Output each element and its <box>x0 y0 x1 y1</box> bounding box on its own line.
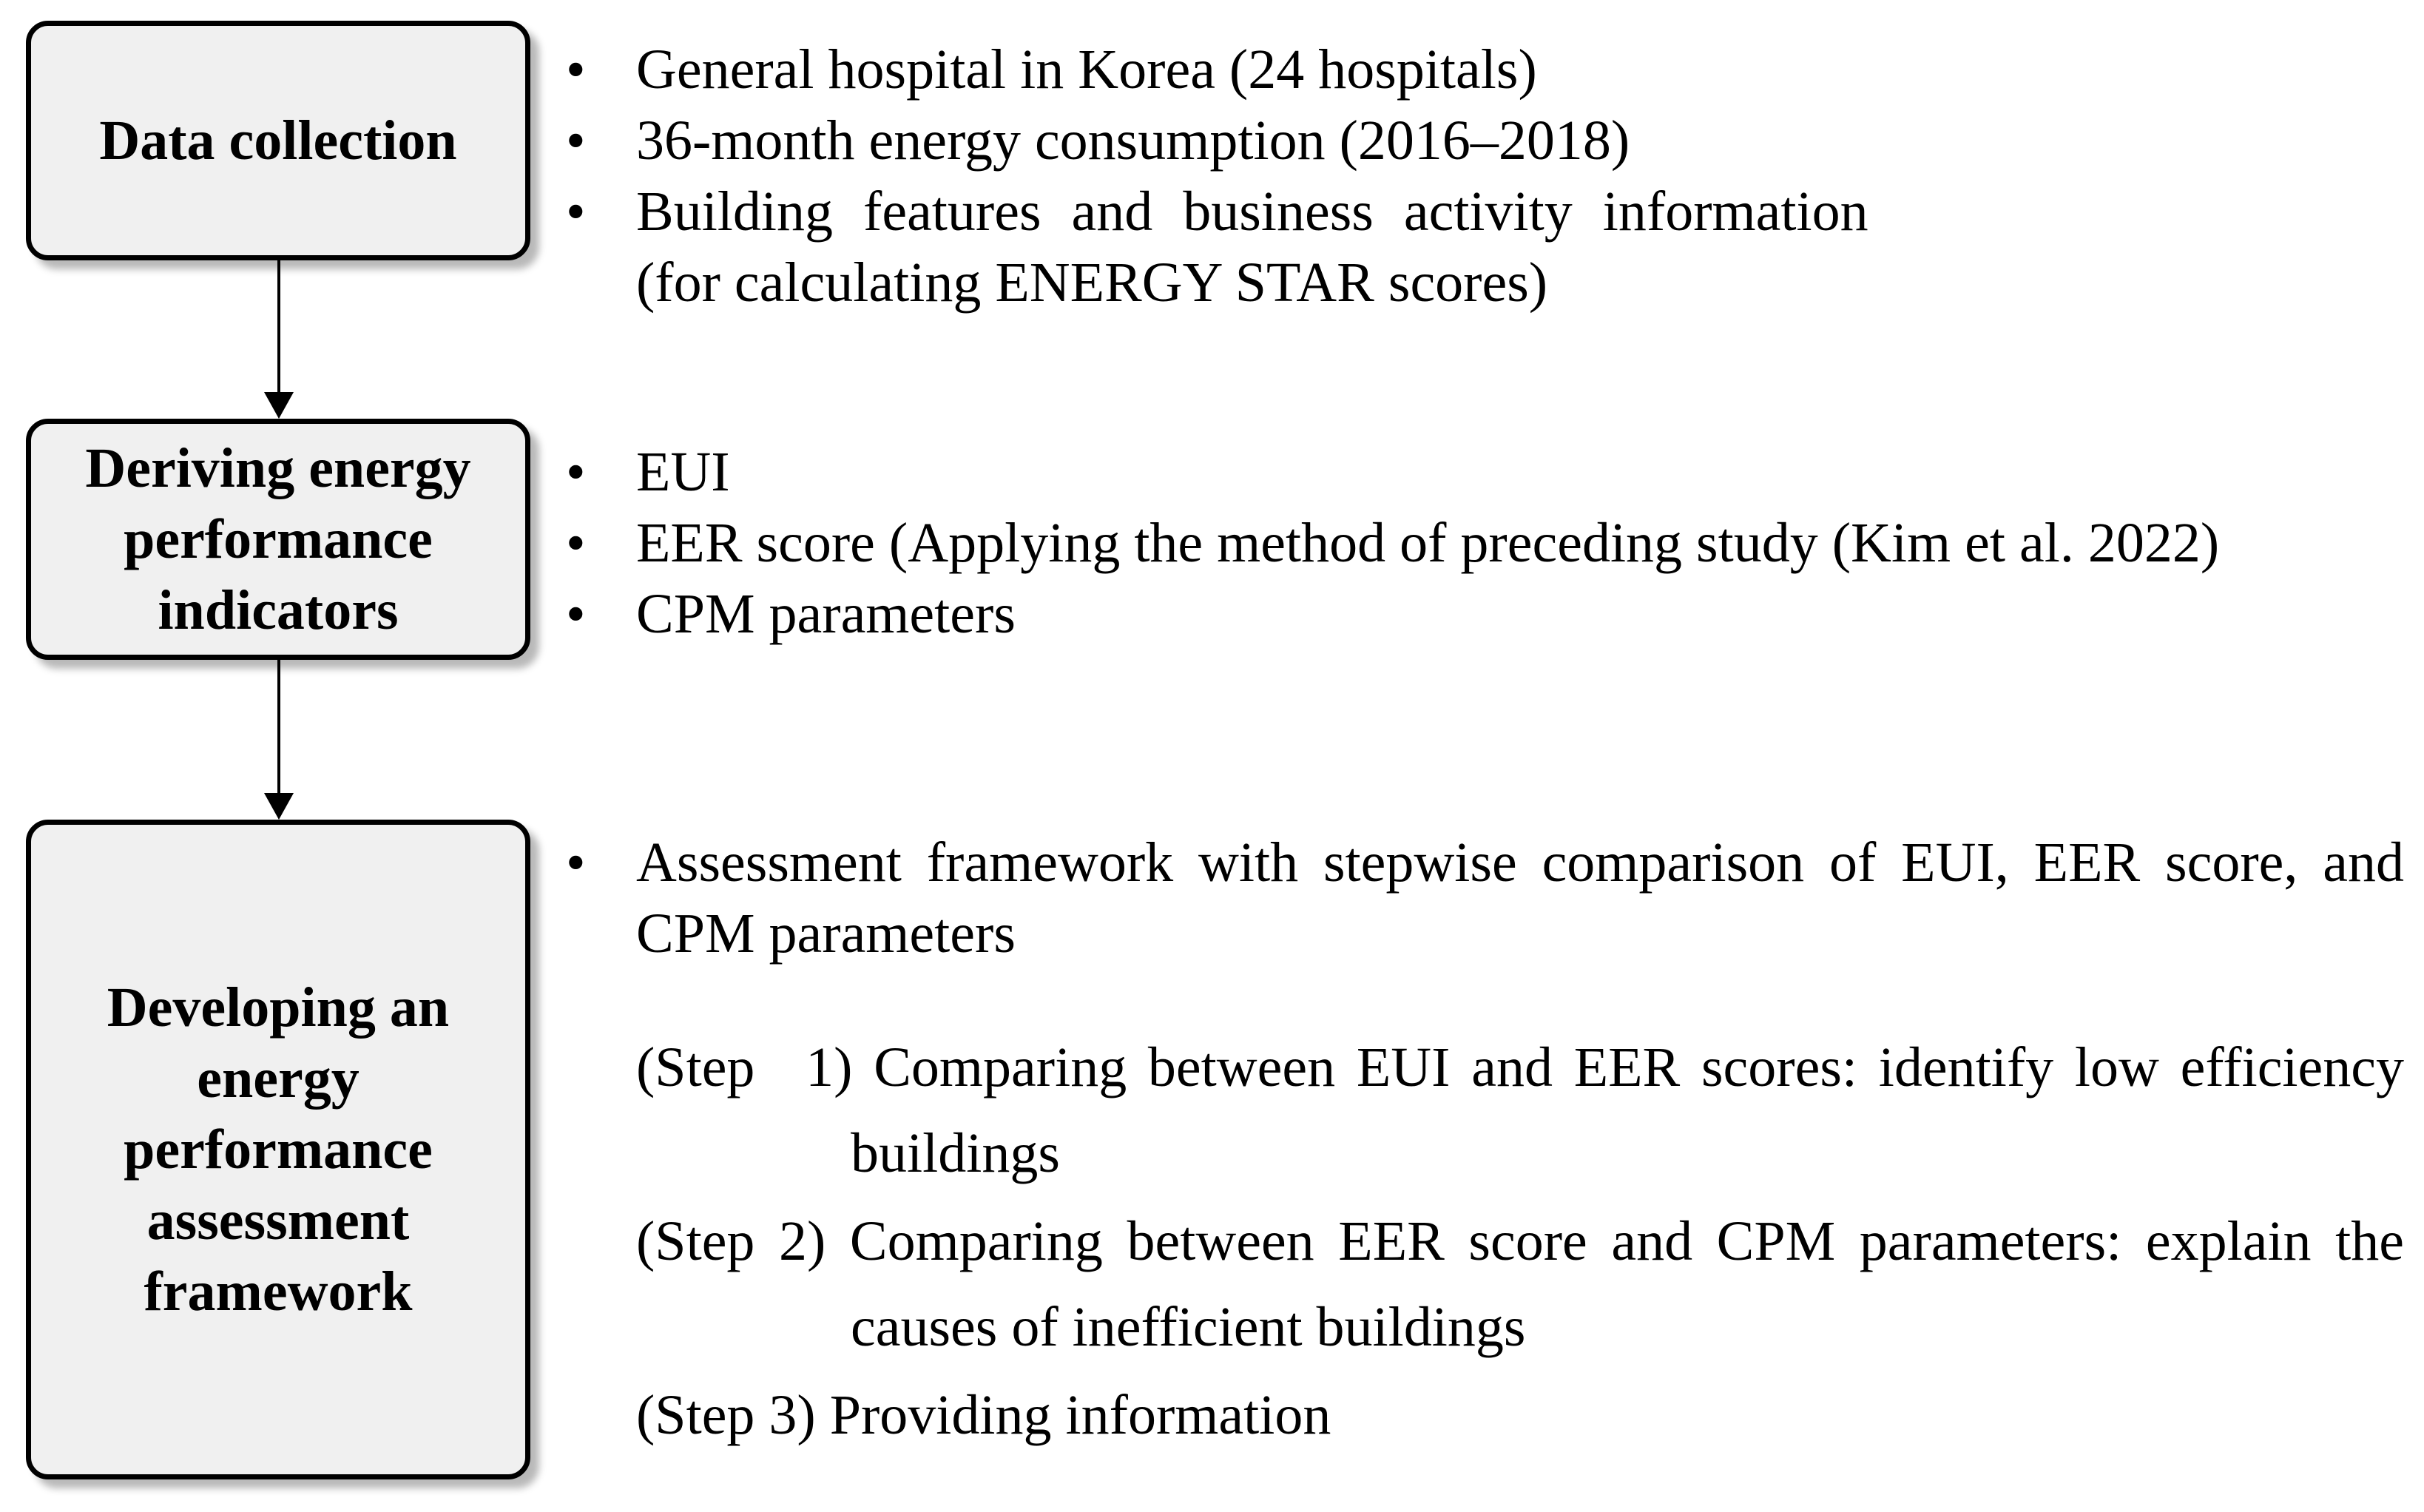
box-label-line: performance <box>124 1118 433 1181</box>
bullet-continuation: (for calculating ENERGY STAR scores) <box>636 252 1548 314</box>
box-label-line: Developing an <box>107 976 450 1039</box>
framework-bullets <box>566 827 2404 969</box>
data-collection-bullets <box>566 34 1868 318</box>
step-text: Comparing between EER score and CPM parameters: explain the causes of inefficient buildings <box>849 1210 2404 1358</box>
step-label: (Step 1) <box>636 1036 853 1098</box>
box-label-line: framework <box>144 1260 413 1323</box>
box-label-line: assessment <box>146 1189 410 1252</box>
bullet-item <box>566 176 1868 318</box>
step-text: Comparing between EUI and EER scores: identify low efficiency buildings <box>851 1036 2405 1184</box>
indicator-bullets <box>566 436 2219 649</box>
bullet-item: • General hospital in Korea (24 hospitals) <box>566 34 1868 105</box>
bullet-text: Building features and business activity information <box>636 180 1868 243</box>
bullet-item: • EUI <box>566 436 2219 507</box>
step-1 <box>636 1025 2404 1196</box>
box-label-line: Deriving energy <box>85 437 471 499</box>
bullet-item: • EER score (Applying the method of preceding study (Kim et al. 2022) <box>566 507 2219 578</box>
bullet-item: • 36-month energy consumption (2016–2018) <box>566 105 1868 176</box>
box-label-line: energy <box>197 1047 359 1110</box>
box-label-line: indicators <box>158 579 399 641</box>
step-3 <box>636 1372 2404 1458</box>
box-label-line: Data collection <box>99 109 457 172</box>
box-label-line: performance <box>124 508 433 570</box>
arrow-2-head <box>264 793 294 820</box>
bullet-item: • Assessment framework with stepwise comparison of EUI, EER score, and CPM parameters <box>566 827 2404 969</box>
step-label: (Step 2) <box>636 1210 826 1272</box>
step-2 <box>636 1198 2404 1370</box>
bullet-item: • CPM parameters <box>566 578 2219 649</box>
arrow-1-head <box>264 392 294 419</box>
step-text: Providing information <box>829 1384 1331 1446</box>
step-label: (Step 3) <box>636 1384 816 1446</box>
